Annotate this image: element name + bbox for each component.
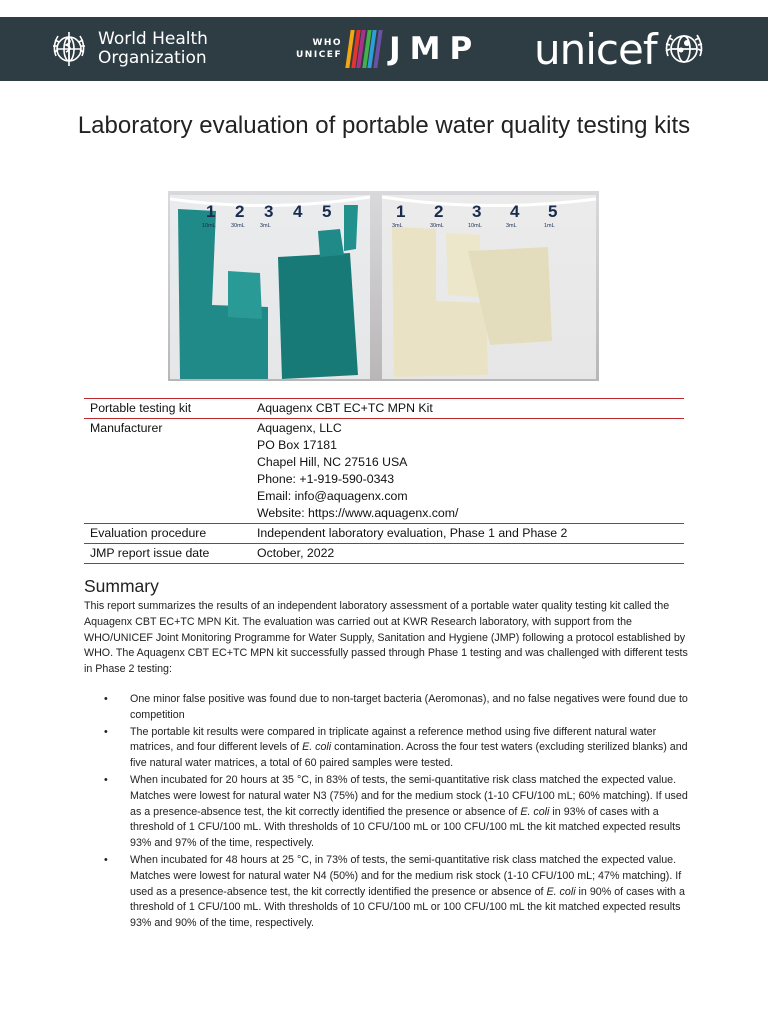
table-value-line: Website: https://www.aquagenx.com/ xyxy=(257,506,459,520)
table-value-line: Phone: +1-919-590-0343 xyxy=(257,472,395,486)
bullet-item xyxy=(84,725,688,772)
unicef-wordmark: unicef xyxy=(534,24,657,74)
testing-bags-photo xyxy=(168,191,599,381)
summary-bullets xyxy=(84,692,688,933)
left_bag-sublabel: 30mL xyxy=(231,223,245,229)
bullet-text: in 90% of cases with a threshold of 1 CFU/100 mL. With thresholds of 10 CFU/100 mL or 100 CFU/100 mL the kit matched expected results 93% and 90% of the time, respectively. xyxy=(130,885,685,930)
table-value-line: PO Box 17181 xyxy=(257,438,337,452)
bullet-item xyxy=(84,692,688,724)
bullet-text: in 93% of cases with a threshold of 1 CFU/100 mL. With thresholds of 10 CFU/100 mL or 100 CFU/100 mL the kit matched expected results 93% and 97% of the time, respectively. xyxy=(130,805,681,850)
bullet-text: contamination. Across the four test waters (excluding sterilized blanks) and five natural water matrices, a total of 60 paired samples were tested. xyxy=(130,741,688,770)
bullet-text: When incubated for 20 hours at 35 °C, in 83% of tests, the semi-quantitative risk class matched the expected value. Matches were lowest for natural water N3 (75%) and for the medium stock (1-10 CFU/100 mL; 60% matching). If used as a presence-absence test, the kit correctly identified the presence or absence of xyxy=(130,773,688,818)
summary-paragraph: This report summarizes the results of an independent laboratory assessment of a portable water quality testing kit called the Aquagenx CBT EC+TC MPN Kit. The evaluation was carried out at KWR Research laboratory, with support from the WHO/UNICEF Joint Monitoring Programme for Water Supply, Sanitation and Hygiene (JMP) following a protocol established by WHO. The Aquagenx CBT EC+TC MPN kit successfully passed through Phase 1 testing and was challenged with different tests in Phase 2 testing: xyxy=(84,600,688,676)
right_bag-sublabel: 3mL xyxy=(392,223,403,229)
table-value xyxy=(251,399,684,419)
table-value-line: October, 2022 xyxy=(257,546,335,560)
left_bag-label: 2 xyxy=(235,202,245,221)
left_bag-sublabel: 10mL xyxy=(202,223,216,229)
table-key: Manufacturer xyxy=(84,419,251,524)
right_bag-label: 1 xyxy=(396,202,406,221)
table-row xyxy=(84,544,684,564)
bullet-dot-icon: • xyxy=(104,773,108,786)
table-value-line: Aquagenx CBT EC+TC MPN Kit xyxy=(257,401,433,415)
unicef-emblem-icon xyxy=(661,26,707,72)
table-value xyxy=(251,544,684,564)
bullet-text: When incubated for 48 hours at 25 °C, in 73% of tests, the semi-quantitative risk class matched the expected value. Matches were lowest for natural water N4 (50%) and for the medium risk stock (1-10 CFU/100 mL; 47% matching). If used as a presence-absence test, the kit correctly identified the presence or absence of xyxy=(130,853,682,898)
who-wordmark xyxy=(98,30,208,68)
bullet-item xyxy=(84,773,688,852)
table-value-line: Independent laboratory evaluation, Phase 1 and Phase 2 xyxy=(257,526,568,540)
table-row xyxy=(84,399,684,419)
table-value-line: Chapel Hill, NC 27516 USA xyxy=(257,455,408,469)
left_bag-label: 3 xyxy=(264,202,274,221)
who-emblem-icon xyxy=(48,28,90,70)
jmp-unicef-text: UNICEF xyxy=(296,50,343,60)
table-key: JMP report issue date xyxy=(84,544,251,564)
jmp-logo xyxy=(296,29,481,69)
table-key: Portable testing kit xyxy=(84,399,251,419)
bullet-dot-icon: • xyxy=(104,693,108,705)
right_bag-sublabel: 1mL xyxy=(544,223,555,229)
header-banner xyxy=(0,17,768,81)
jmp-who-text: WHO xyxy=(312,38,343,48)
who-line1: World Health xyxy=(98,29,208,49)
table-value xyxy=(251,419,684,524)
right_bag-sublabel: 3mL xyxy=(506,223,517,229)
right_bag-label: 2 xyxy=(434,202,444,221)
right_bag-sublabel: 10mL xyxy=(468,223,482,229)
table-value-line: Aquagenx, LLC xyxy=(257,421,342,435)
table-value xyxy=(251,524,684,544)
left_bag-label: 4 xyxy=(293,202,303,221)
italic-term: E. coli xyxy=(520,805,550,818)
jmp-partners xyxy=(296,37,342,61)
jmp-wordmark: JMP xyxy=(389,31,482,67)
table-key: Evaluation procedure xyxy=(84,524,251,544)
left_bag-sublabel: 3mL xyxy=(260,223,271,229)
jmp-bars-icon xyxy=(348,30,381,68)
table-value-line: Email: info@aquagenx.com xyxy=(257,489,408,503)
left_bag-label: 5 xyxy=(322,202,332,221)
who-line2: Organization xyxy=(98,48,207,68)
bullet-item xyxy=(84,853,688,932)
right_bag-label: 5 xyxy=(548,202,558,221)
right_bag-label: 4 xyxy=(510,202,520,221)
bullet-text: The portable kit results were compared in triplicate against a reference method using five different natural water matrices, and four different levels of xyxy=(130,725,657,754)
table-row xyxy=(84,419,684,524)
bullet-text: One minor false positive was found due to non-target bacteria (Aeromonas), and no false negatives were found due to competition xyxy=(130,693,688,721)
bullet-dot-icon: • xyxy=(104,725,108,738)
page-title: Laboratory evaluation of portable water quality testing kits xyxy=(77,112,691,139)
who-logo xyxy=(48,25,208,73)
bullet-dot-icon: • xyxy=(104,853,108,866)
summary-heading: Summary xyxy=(84,576,159,596)
italic-term: E. coli xyxy=(546,885,576,898)
right_bag-sublabel: 30mL xyxy=(430,223,444,229)
kit-info-table xyxy=(84,398,684,564)
unicef-logo xyxy=(534,23,707,75)
right_bag-label: 3 xyxy=(472,202,482,221)
table-row xyxy=(84,524,684,544)
left_bag-label: 1 xyxy=(206,202,216,221)
italic-term: E. coli xyxy=(302,741,332,754)
